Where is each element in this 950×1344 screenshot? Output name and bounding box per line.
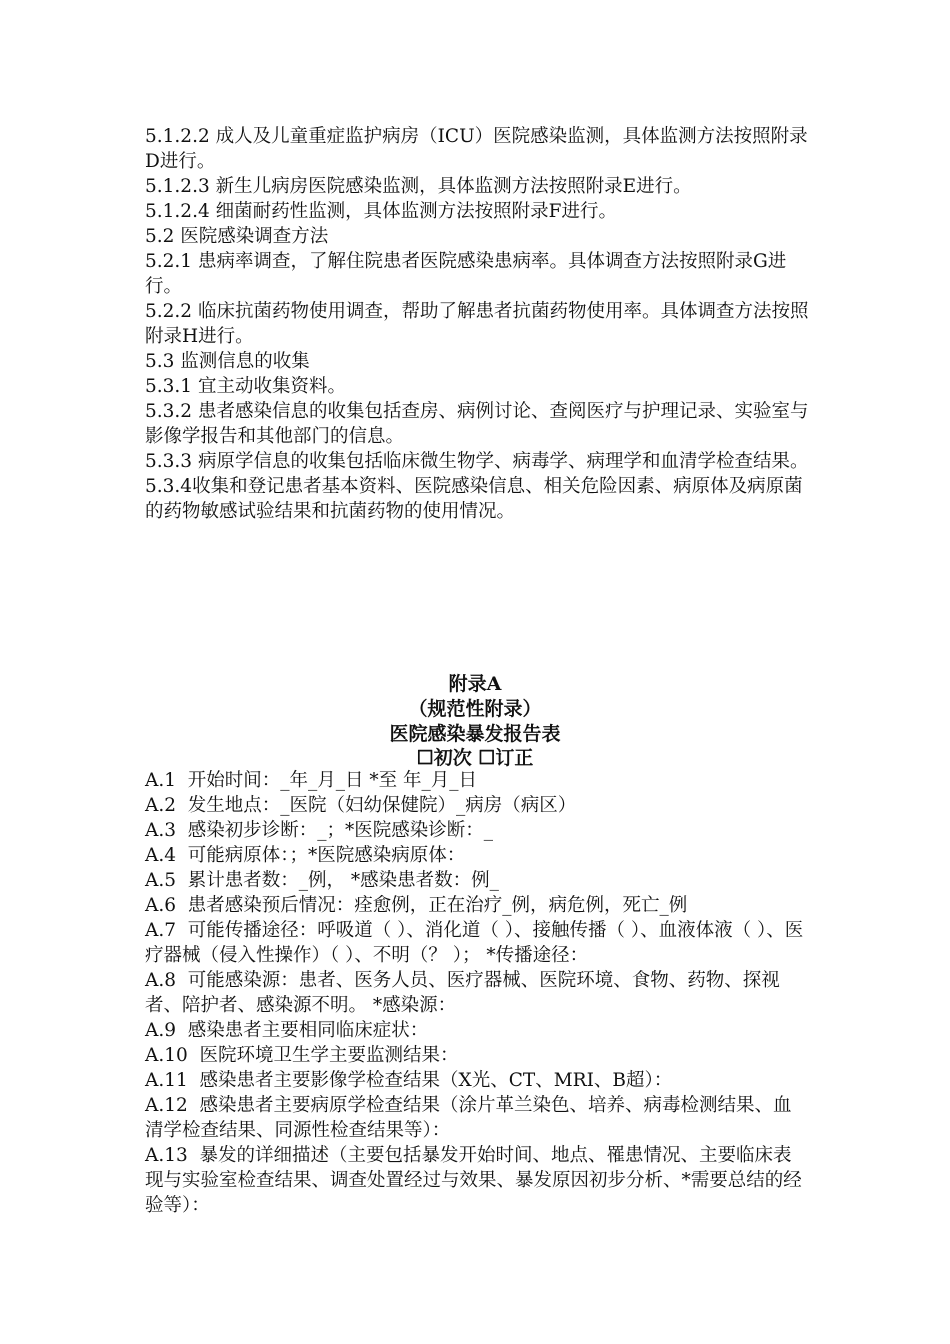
form-item: A.11 感染患者主要影像学检查结果（X光、CT、MRI、B超）： bbox=[145, 1070, 673, 1091]
form-item: A.2 发生地点：_医院（妇幼保健院）_病房（病区） bbox=[145, 795, 577, 816]
form-title: 医院感染暴发报告表 bbox=[389, 723, 561, 745]
form-item: A.7 可能传播途径：呼吸道（ ）、消化道（ ）、接触传播（ ）、血液体液（ ）、医疗器械（侵入性操作）（ ）、不明（？ ）； *传播途径： bbox=[145, 920, 804, 966]
report-form-items bbox=[145, 768, 810, 1218]
paragraph: 5.1.2.4 细菌耐药性监测，具体监测方法按照附录F进行。 bbox=[145, 201, 617, 222]
form-item: A.13 暴发的详细描述（主要包括暴发开始时间、地点、罹患情况、主要临床表现与实验室检查结果、调查处置经过与效果、暴发原因初步分析、*需要总结的经验等）： bbox=[145, 1145, 802, 1216]
paragraph: 5.3.4收集和登记患者基本资料、医院感染信息、相关危险因素、病原体及病原菌的药物敏感试验结果和抗菌药物的使用情况。 bbox=[145, 476, 803, 522]
paragraph: 5.3 监测信息的收集 bbox=[145, 351, 310, 372]
form-item: A.8 可能感染源：患者、医务人员、医疗器械、医院环境、食物、药物、探视者、陪护者、感染源不明。 *感染源： bbox=[145, 970, 780, 1016]
form-item: A.10 医院环境卫生学主要监测结果： bbox=[145, 1045, 459, 1066]
section-5-text bbox=[145, 124, 810, 524]
paragraph: 5.3.2 患者感染信息的收集包括查房、病例讨论、查阅医疗与护理记录、实验室与影像学报告和其他部门的信息。 bbox=[145, 401, 809, 447]
paragraph: 5.1.2.2 成人及儿童重症监护病房（ICU）医院感染监测，具体监测方法按照附录D进行。 bbox=[145, 126, 808, 172]
paragraph: 5.2.1 患病率调查，了解住院患者医院感染患病率。具体调查方法按照附录G进行。 bbox=[145, 251, 787, 297]
form-item: A.3 感染初步诊断：_；*医院感染诊断：_ bbox=[145, 820, 494, 841]
paragraph: 5.1.2.3 新生儿病房医院感染监测，具体监测方法按照附录E进行。 bbox=[145, 176, 692, 197]
form-item: A.6 患者感染预后情况：痊愈例，正在治疗_例，病危例，死亡_例 bbox=[145, 895, 688, 916]
form-item: A.9 感染患者主要相同临床症状： bbox=[145, 1020, 429, 1041]
appendix-title: 附录A bbox=[448, 673, 502, 695]
appendix-subtitle: （规范性附录） bbox=[408, 698, 542, 720]
form-item: A.12 感染患者主要病原学检查结果（涂片革兰染色、培养、病毒检测结果、血清学检查结果、同源性检查结果等）： bbox=[145, 1095, 792, 1141]
form-item: A.1 开始时间：_年_月_日 *至 年_月_日 bbox=[145, 770, 478, 791]
form-item: A.4 可能病原体：；*医院感染病原体： bbox=[145, 845, 466, 866]
paragraph: 5.2.2 临床抗菌药物使用调查，帮助了解患者抗菌药物使用率。具体调查方法按照附录H进行。 bbox=[145, 301, 809, 347]
form-item: A.5 累计患者数：_例， *感染患者数：例_ bbox=[145, 870, 499, 891]
paragraph: 5.3.3 病原学信息的收集包括临床微生物学、病毒学、病理学和血清学检查结果。 bbox=[145, 451, 809, 472]
paragraph: 5.2 医院感染调查方法 bbox=[145, 226, 329, 247]
report-type-options: ☐初次 ☐订正 bbox=[416, 747, 534, 769]
paragraph: 5.3.1 宜主动收集资料。 bbox=[145, 376, 346, 397]
